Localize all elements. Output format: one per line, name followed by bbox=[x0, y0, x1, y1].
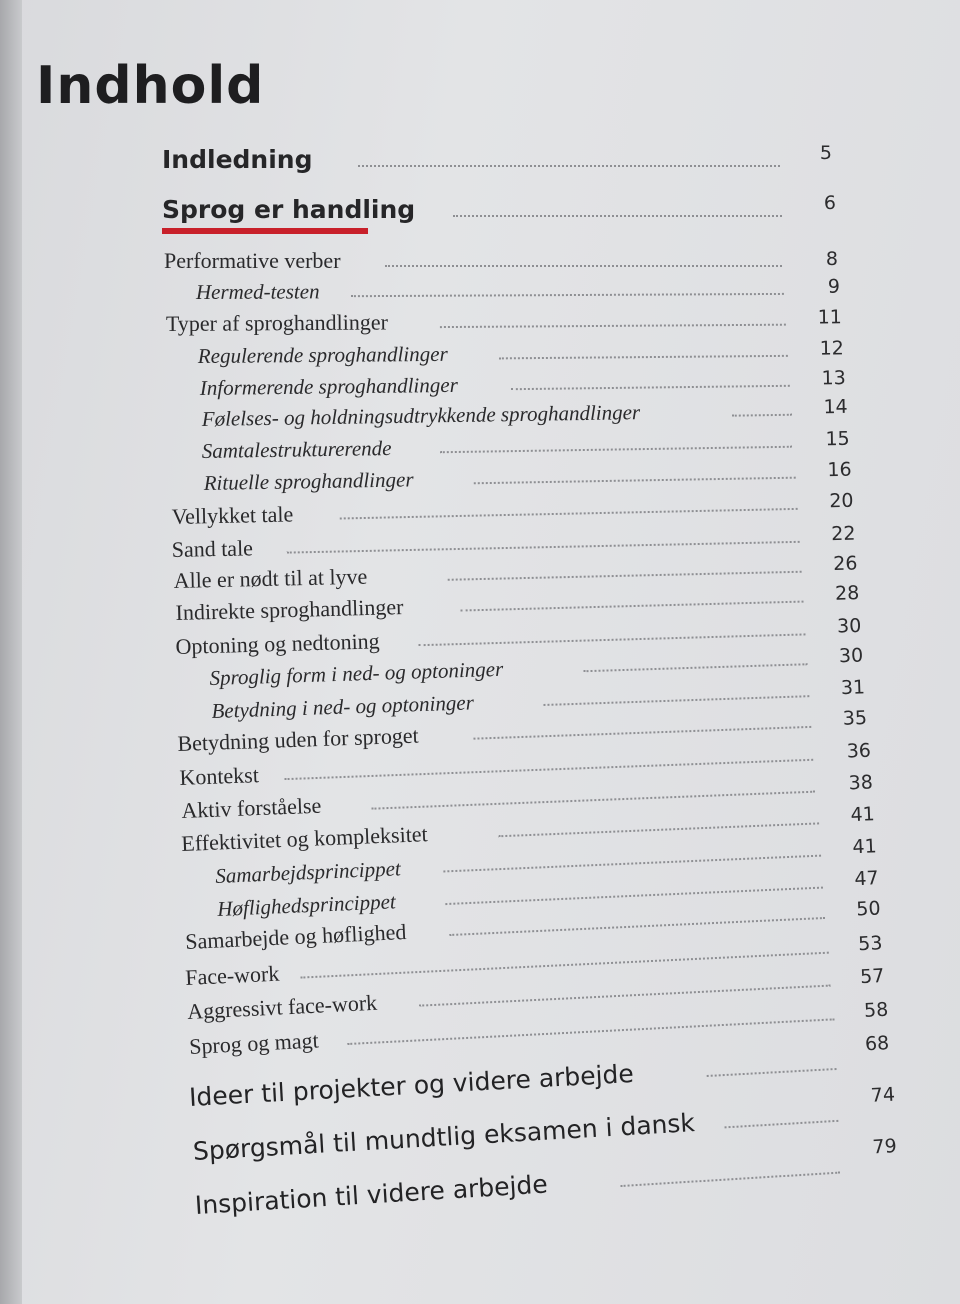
dot-leader bbox=[461, 601, 804, 612]
dot-leader bbox=[385, 265, 782, 267]
dot-leader bbox=[707, 1068, 837, 1077]
toc-entry-label: Betydning uden for sproget bbox=[177, 722, 420, 757]
toc-page-number: 28 bbox=[834, 582, 860, 605]
toc-page-number: 38 bbox=[848, 771, 874, 795]
toc-entry-label: Høflighedsprincippet bbox=[216, 889, 397, 922]
toc-entry-label: Sprog er handling bbox=[162, 195, 415, 224]
toc-page-number: 36 bbox=[846, 739, 872, 763]
toc-page-number: 5 bbox=[819, 142, 832, 164]
toc-page-number: 31 bbox=[840, 676, 866, 700]
chapter-underline bbox=[162, 228, 368, 234]
dot-leader bbox=[440, 324, 786, 328]
toc-page-number: 8 bbox=[825, 248, 838, 270]
toc-entry bbox=[162, 192, 836, 226]
dot-leader bbox=[511, 385, 790, 390]
toc-entry-label: Kontekst bbox=[178, 762, 260, 791]
toc-entry-label: Regulerende sproghandlinger bbox=[197, 341, 448, 369]
toc-entry-label: Informerende sproghandlinger bbox=[199, 372, 458, 401]
toc-page-number: 35 bbox=[842, 706, 868, 730]
dot-leader bbox=[440, 446, 792, 454]
toc-page-number: 22 bbox=[831, 522, 856, 546]
dot-leader bbox=[621, 1172, 841, 1187]
toc-entry-label: Aggressivt face-work bbox=[186, 989, 378, 1025]
toc-page-number: 50 bbox=[855, 897, 882, 921]
toc-entry bbox=[162, 142, 832, 176]
toc-entry-label: Effektivitet og kompleksitet bbox=[180, 821, 429, 857]
dot-leader bbox=[731, 414, 791, 417]
toc-entry-label: Betydning i ned- og optoninger bbox=[211, 690, 475, 724]
toc-entry-label: Alle er nødt til at lyve bbox=[173, 563, 368, 594]
toc-page-number: 41 bbox=[850, 803, 876, 827]
toc-entry-label: Ideer til projekter og videre arbejde bbox=[188, 1058, 635, 1113]
dot-leader bbox=[453, 215, 782, 217]
toc-page-number: 13 bbox=[821, 367, 846, 390]
toc-page-number: 58 bbox=[863, 998, 889, 1022]
dot-leader bbox=[499, 355, 788, 360]
toc-entry-label: Samarbejdsprincippet bbox=[214, 856, 402, 889]
toc-page-number: 15 bbox=[825, 427, 850, 451]
toc-entry-label: Typer af sproghandlinger bbox=[165, 309, 389, 337]
toc-page-number: 47 bbox=[853, 867, 880, 891]
toc-entry-label: Performative verber bbox=[164, 248, 341, 273]
toc-entry-label: Sprog og magt bbox=[188, 1027, 320, 1060]
toc-page-number: 9 bbox=[827, 275, 840, 298]
toc-page-number: 53 bbox=[857, 932, 883, 956]
toc-page-number: 57 bbox=[859, 964, 885, 989]
toc-entry-label: Følelses- og holdningsudtrykkende sproghandlinger bbox=[201, 400, 641, 432]
toc-entry-label: Indledning bbox=[162, 145, 313, 174]
toc-entry-label: Face-work bbox=[184, 960, 280, 991]
dot-leader bbox=[358, 165, 780, 167]
toc-entry-label: Vellykket tale bbox=[171, 501, 294, 530]
dot-leader bbox=[724, 1120, 838, 1129]
dot-leader bbox=[473, 477, 795, 485]
toc-entry-label: Inspiration til videre arbejde bbox=[194, 1169, 549, 1221]
toc-page-number: 30 bbox=[836, 614, 862, 638]
toc-page-number: 6 bbox=[823, 192, 836, 214]
toc-entry-label: Indirekte sproghandlinger bbox=[175, 594, 404, 626]
toc-entry-label: Rituelle sproghandlinger bbox=[203, 467, 414, 496]
toc-page-number: 14 bbox=[823, 395, 848, 419]
dot-leader bbox=[347, 1018, 835, 1045]
toc-entry-label: Spørgsmål til mundtlig eksamen i dansk bbox=[192, 1108, 696, 1167]
toc-page-number: 68 bbox=[864, 1032, 890, 1056]
toc-page-number: 20 bbox=[829, 489, 854, 513]
toc-entry-label: Sproglig form i ned- og optoninger bbox=[209, 656, 504, 691]
toc-entry-label: Samarbejde og høflighed bbox=[184, 918, 407, 955]
dot-leader bbox=[583, 663, 807, 672]
toc-page-number: 16 bbox=[827, 458, 852, 482]
toc-page-number: 74 bbox=[870, 1083, 896, 1107]
toc-page-number: 11 bbox=[817, 306, 842, 329]
page-title: Indhold bbox=[36, 56, 265, 116]
toc-page-number: 41 bbox=[852, 835, 878, 859]
dot-leader bbox=[340, 508, 798, 520]
toc-page-number: 12 bbox=[819, 337, 844, 360]
toc-entry-label: Optoning og nedtoning bbox=[175, 628, 380, 660]
toc-page-number: 30 bbox=[838, 644, 864, 668]
toc-entry-label: Samtalestrukturerende bbox=[201, 436, 392, 464]
toc-page-number: 79 bbox=[871, 1135, 898, 1159]
toc-page-number: 26 bbox=[833, 552, 858, 576]
toc-entry-label: Aktiv forståelse bbox=[180, 792, 322, 824]
toc-entry-label: Sand tale bbox=[171, 535, 254, 563]
toc-entry-label: Hermed-testen bbox=[195, 279, 320, 305]
dot-leader bbox=[351, 293, 784, 297]
page-fold-shadow bbox=[0, 0, 22, 1304]
